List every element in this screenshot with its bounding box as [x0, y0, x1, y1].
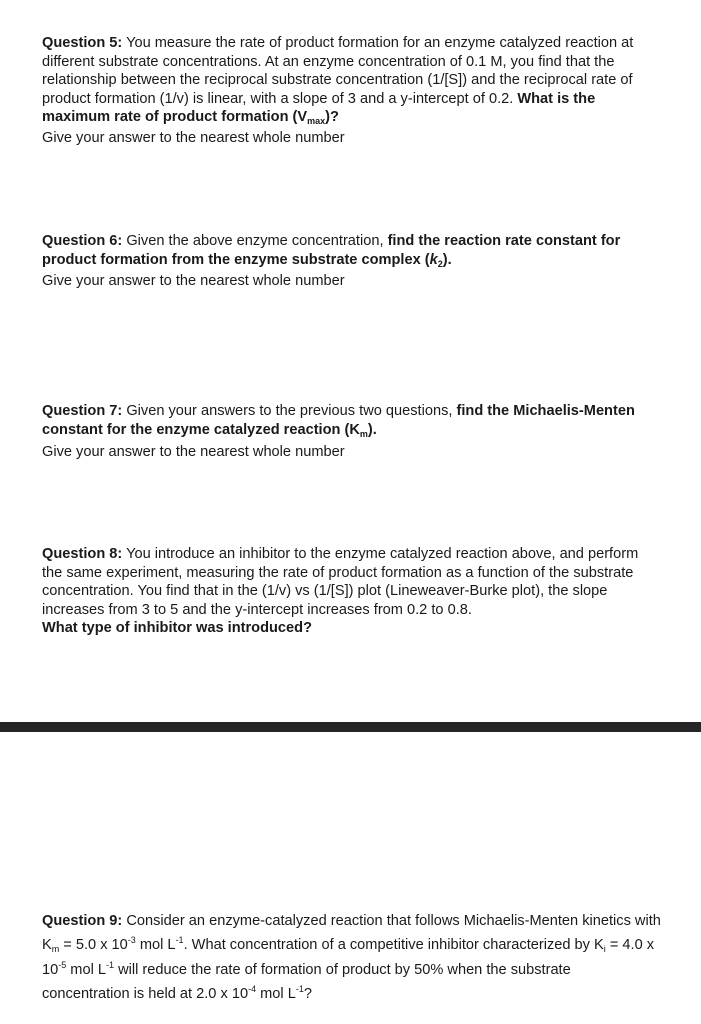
question-7 [42, 402, 662, 439]
question-9-text-4: . What concentration of a competitive inhibitor characterized by K [183, 937, 604, 954]
question-9-text-7: will reduce the rate of formation of product by 50% when the substrate concentration is held at 2.0 x 10 [42, 961, 571, 1003]
question-5-hint: Give your answer to the nearest whole number [42, 130, 345, 146]
question-9-label: Question 9: [42, 913, 123, 929]
question-6-text: Given the above enzyme concentration, [122, 233, 388, 249]
question-9-text-9: ? [303, 986, 312, 1003]
question-5-prompt-end: )? [325, 109, 339, 126]
question-9-text-5: = 4.0 x 10 [42, 937, 655, 978]
question-8-text: You introduce an inhibitor to the enzyme catalyzed reaction above, and perform the same experiment, measuring the rate of product formation as a function of the substrate concentration. You find that in the (1/v) vs (1/[S]) plot (Lineweaver-Burke plot), the slope increases from 3 to 5 and the y-intercept increases from 0.2 to 0.8. [42, 546, 639, 618]
question-7-prompt-text: find the Michaelis-Menten constant for the enzyme catalyzed reaction (K [42, 403, 635, 438]
question-9-text-2: = 5.0 x 10 [59, 937, 128, 954]
substrate-exponent: -4 [248, 984, 257, 995]
question-6-hint: Give your answer to the nearest whole number [42, 273, 345, 289]
k2-subscript: 2 [437, 258, 443, 269]
question-9-text-8: mol L [256, 986, 296, 1003]
question-9 [42, 909, 662, 1007]
km-subscript: m [51, 944, 60, 955]
question-7-label: Question 7: [42, 403, 123, 419]
question-5-label: Question 5: [42, 35, 123, 51]
question-5-text: You measure the rate of product formation for an enzyme catalyzed reaction at different substrate concentrations. At an enzyme concentration of 0.1 M, you find that the relationship between the reciprocal substrate concentration (1/[S]) and the reciprocal rate of product formation (1/v) is linear, with a slope of 3 and a y-intercept of 0.2. [42, 35, 634, 107]
km-subscript: m [359, 428, 368, 439]
km-unit-exponent: -1 [175, 935, 184, 946]
question-5 [42, 34, 662, 127]
question-6 [42, 232, 662, 269]
ki-subscript: i [603, 944, 606, 955]
ki-exponent: -5 [58, 959, 67, 970]
question-9-text-6: mol L [66, 961, 106, 978]
question-8-prompt: What type of inhibitor was introduced? [42, 620, 312, 637]
question-7-prompt-end: ). [367, 421, 377, 438]
question-9-text-3: mol L [135, 937, 176, 954]
question-7-text: Given your answers to the previous two questions, [122, 403, 457, 419]
question-8 [42, 545, 662, 638]
question-7-hint: Give your answer to the nearest whole number [42, 444, 345, 460]
substrate-unit-exponent: -1 [295, 984, 304, 995]
k2-symbol: k [429, 251, 438, 268]
km-exponent: -3 [127, 935, 136, 946]
question-9-text-1: Consider an enzyme-catalyzed reaction that follows Michaelis-Menten kinetics with K [42, 913, 661, 954]
question-6-label: Question 6: [42, 233, 123, 249]
question-6-prompt-text: find the reaction rate constant for product formation from the enzyme substrate complex ( [42, 233, 621, 268]
question-6-prompt-end: ). [442, 251, 452, 268]
question-8-label: Question 8: [42, 546, 123, 562]
ki-unit-exponent: -1 [106, 959, 115, 970]
vmax-subscript: max [307, 116, 326, 127]
question-5-prompt-text: What is the maximum rate of product formation (V [42, 90, 596, 126]
page-divider [0, 722, 701, 732]
